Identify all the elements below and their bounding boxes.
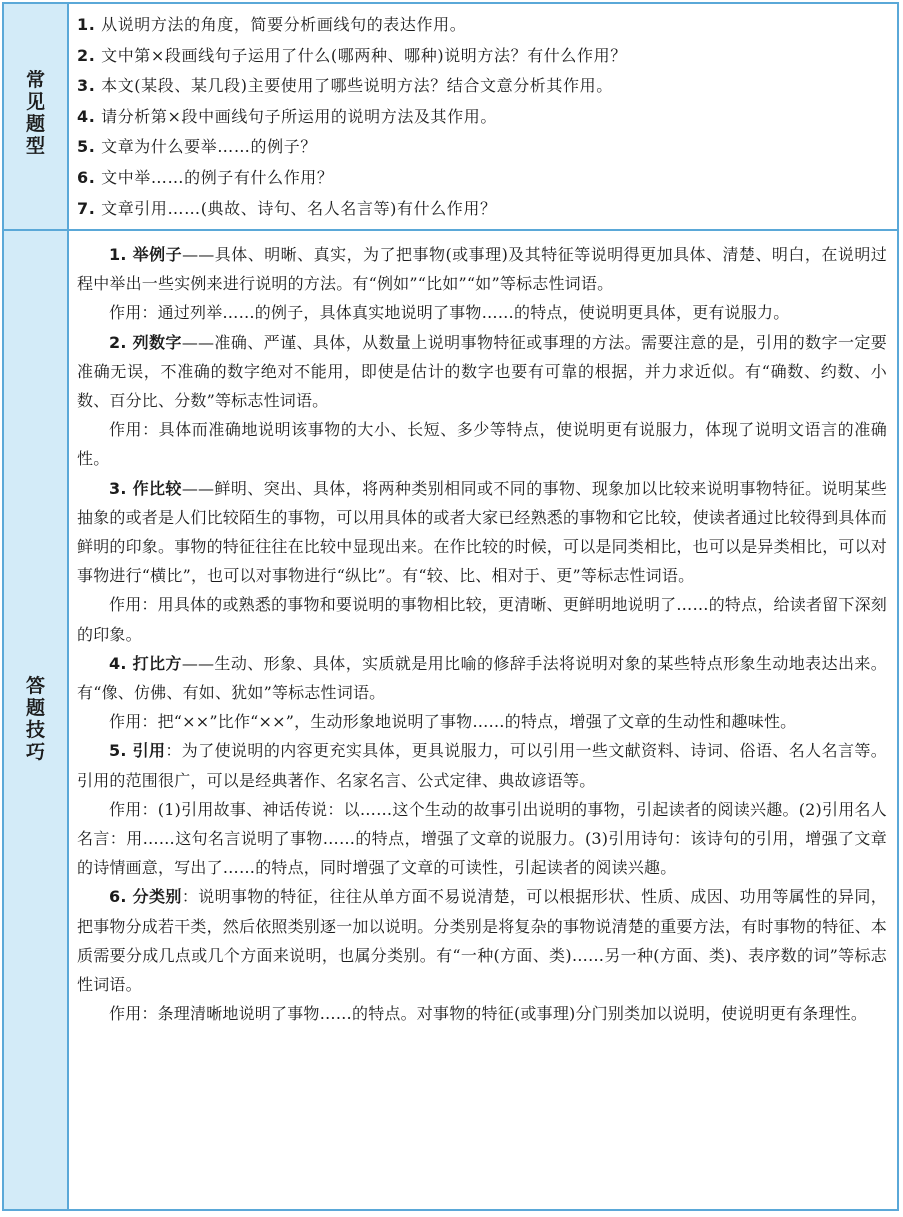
label-char: 型 [25,135,45,157]
answering-techniques-label-cell [4,231,69,1209]
method-effect: 作用：用具体的或熟悉的事物和要说明的事物相比较，更清晰、更鲜明地说明了……的特点，给读者留下深刻的印象。 [77,595,887,644]
label-char: 巧 [25,741,45,763]
label-char: 常 [25,69,45,91]
answering-techniques-label [4,675,67,763]
question-item: 7. 文章引用……(典故、诗句、名人名言等)有什么作用？ [77,198,497,218]
method-description: 5. 引用：为了使说明的内容更充实具体，更具说服力，可以引用一些文献资料、诗词、俗语、名人名言等。引用的范围很广，可以是经典著作、名家名言、公式定律、典故谚语等。 [77,741,887,790]
method-effect: 作用：把“××”比作“××”，生动形象地说明了事物……的特点，增强了文章的生动性和趣味性。 [109,712,797,732]
question-item: 1. 从说明方法的角度，简要分析画线句的表达作用。 [77,15,467,34]
label-char: 题 [25,113,45,135]
method-description: 4. 打比方——生动、形象、具体，实质就是用比喻的修辞手法将说明对象的某些特点形象生动地表达出来。有“像、仿佛、有如、犹如”等标志性词语。 [77,653,887,703]
method-description: 2. 列数字——准确、严谨、具体，从数量上说明事物特征或事理的方法。需要注意的是，引用的数字一定要准确无误，不准确的数字绝对不能用，即使是估计的数字也要有可靠的根据，并力求近似。有“确数、约数、小数、百分比、分数”等标志性词语。 [77,332,887,411]
methods-table [2,2,899,1211]
method-description: 6. 分类别：说明事物的特征，往往从单方面不易说清楚，可以根据形状、性质、成因、功用等属性的异同，把事物分成若干类，然后依照类别逐一加以说明。分类别是将复杂的事物说清楚的重要方法，有时事物的特征、本质需要分成几点或几个方面来说明，也属分类别。有“一种(方面、类)……另一种(方面、类)、表序数的词”等标志性词语。 [77,887,888,995]
question-item: 4. 请分析第×段中画线句子所运用的说明方法及其作用。 [77,106,497,126]
label-char: 题 [25,697,45,719]
answering-techniques-row [4,231,897,1209]
method-effect: 作用：(1)引用故事、神话传说：以……这个生动的故事引出说明的事物，引起读者的阅读兴趣。(2)引用名人名言：用……这句名言说明了事物……的特点，增强了文章的说服力。(3)引用诗句：该诗句的引用，增强了文章的诗情画意，写出了……的特点，同时增强了文章的可读性，引起读者的阅读兴趣。 [77,799,887,878]
label-char: 答 [25,675,45,697]
question-item: 2. 文中第×段画线句子运用了什么(哪两种、哪种)说明方法？有什么作用？ [77,45,627,65]
method-description: 1. 举例子——具体、明晰、真实，为了把事物(或事理)及其特征等说明得更加具体、清楚、明白，在说明过程中举出一些实例来进行说明的方法。有“例如”“比如”“如”等标志性词语。 [77,245,887,294]
common-question-types-row [4,4,897,231]
common-question-types-label-cell [4,4,69,229]
label-char: 技 [25,719,45,741]
question-item: 5. 文章为什么要举……的例子？ [77,137,317,157]
method-effect: 作用：条理清晰地说明了事物……的特点。对事物的特征(或事理)分门别类加以说明，使说明更有条理性。 [109,1004,868,1024]
techniques-list [77,240,887,1028]
method-description: 3. 作比较——鲜明、突出、具体，将两种类别相同或不同的事物、现象加以比较来说明事物特征。说明某些抽象的或者是人们比较陌生的事物，可以用具体的或者大家已经熟悉的事物和它比较，使读者通过比较得到具体而鲜明的印象。事物的特征往往在比较中显现出来。在作比较的时候，可以是同类相比，也可以是异类相比，可以对事物进行“横比”，也可以对事物进行“纵比”。有“较、比、相对于、更”等标志性词语。 [77,478,888,586]
label-char: 见 [25,91,45,113]
question-list [77,10,887,224]
question-item: 3. 本文(某段、某几段)主要使用了哪些说明方法？结合文意分析其作用。 [77,76,613,96]
common-question-types-label [4,69,67,157]
question-item: 6. 文中举……的例子有什么作用？ [77,167,334,187]
method-effect: 作用：通过列举……的例子，具体真实地说明了事物……的特点，使说明更具体，更有说服力。 [109,303,790,323]
method-effect: 作用：具体而准确地说明该事物的大小、长短、多少等特点，使说明更有说服力，体现了说明文语言的准确性。 [77,420,887,469]
